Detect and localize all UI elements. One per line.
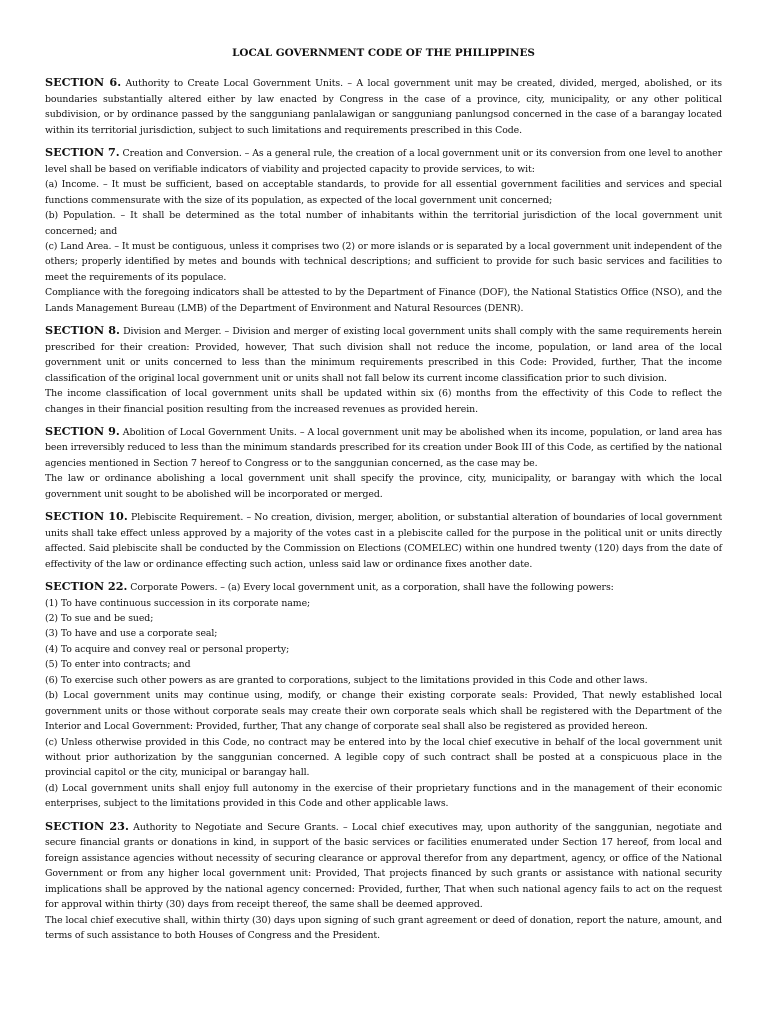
section-heading: SECTION 22. [45, 579, 128, 594]
section-paragraph [45, 323, 722, 386]
section-paragraph: (c) Unless otherwise provided in this Code, no contract may be entered into by the local chief executive in behalf of the local government unit without prior authorization by the sanggunian concerned. A legible copy of such contract shall be posted at a conspicuous place in the provincial capitol or the city, municipal or barangay hall. [45, 736, 722, 779]
section-body: Plebiscite Requirement. – No creation, division, merger, abolition, or substantial alteration of boundaries of local government units shall take effect unless approved by a majority of the votes cast in a plebiscite called for the purpose in the political unit or units directly affected. Said plebiscite shall be conducted by the Commission on Elections (COMELEC) within one hundred twenty (120) days from the date of effectivity of the law or ordinance effecting such action, unless said law or ordinance fixes another date. [45, 512, 722, 570]
list-item: (3) To have and use a corporate seal; [45, 628, 218, 640]
section-8 [45, 323, 722, 417]
section-heading: SECTION 10. [45, 509, 128, 524]
section-body: Authority to Negotiate and Secure Grants. – Local chief executives may, upon authority of the sanggunian, negotiate and secure financial grants or donations in kind, in support of the basic services or facilities enumerated under Section 17 hereof, from local and foreign assistance agencies without necessity of securing clearance or approval therefor from any department, agency, or office of the National Government or from any higher local government unit: Provided, That projects financed by such grants or assistance with national security implications shall be approved by the national agency concerned: Provided, further, That when such national agency fails to act on the request for approval within thirty (30) days from receipt thereof, the same shall be deemed approved. [45, 821, 722, 911]
section-paragraph [45, 75, 722, 138]
section-22 [45, 579, 722, 812]
section-paragraph: (d) Local government units shall enjoy full autonomy in the exercise of their proprietary functions and in the management of their economic enterprises, subject to the limitations provided in this Code and other applicable laws. [45, 782, 722, 810]
section-paragraph [45, 819, 722, 913]
list-item: (2) To sue and be sued; [45, 612, 154, 624]
section-7 [45, 145, 722, 316]
section-body: Creation and Conversion. – As a general rule, the creation of a local government unit or its conversion from one level to another level shall be based on verifiable indicators of viability and projected capacity to provide services, to wit: [45, 148, 722, 175]
section-body: Corporate Powers. – (a) Every local government unit, as a corporation, shall have the following powers: [127, 582, 614, 594]
section-paragraph: Compliance with the foregoing indicators shall be attested to by the Department of Finance (DOF), the National Statistics Office (NSO), and the Lands Management Bureau (LMB) of the Department of Environment and Natural Resources (DENR). [45, 287, 722, 314]
section-paragraph [45, 424, 722, 471]
list-item: (5) To enter into contracts; and [45, 659, 191, 671]
section-paragraph: (b) Local government units may continue using, modify, or change their existing corporate seals: Provided, That newly established local government units or those without corporate seals may create their own corporate seals which shall be registered with the Department of the Interior and Local Government: Provided, further, That any change of corporate seal shall also be registered as provided hereon. [45, 690, 722, 733]
section-heading: SECTION 6. [45, 75, 122, 90]
section-paragraph [45, 579, 722, 595]
section-heading: SECTION 7. [45, 145, 120, 160]
section-body: Division and Merger. – Division and merger of existing local government units shall comply with the same requirements herein prescribed for their creation: Provided, however, That such division shall not reduce the income, population, or land area of the local government unit or units concerned to less than the minimum requirements prescribed in this Code: Provided, further, That the income classification of the original local government unit or units shall not fall below its current income classification prior to such division. [45, 326, 722, 384]
section-23 [45, 819, 722, 944]
section-10 [45, 509, 722, 572]
section-paragraph: (c) Land Area. – It must be contiguous, unless it comprises two (2) or more islands or is separated by a local government unit independent of the others; properly identified by metes and bounds with technical descriptions; and sufficient to provide for such basic services and facilities to meet the requirements of its populace. [45, 240, 722, 283]
section-heading: SECTION 8. [45, 323, 120, 338]
list-item: (1) To have continuous succession in its corporate name; [45, 597, 311, 609]
section-body: Authority to Create Local Government Units. – A local government unit may be created, divided, merged, abolished, or its boundaries substantially altered either by law enacted by Congress in the case of a province, city, municipality, or any other political subdivision, or by ordinance passed by the sangguniang panlalawigan or sangguniang panlungsod concerned in the case of a barangay located within its territorial jurisdiction, subject to such limitations and requirements prescribed in this Code. [45, 78, 722, 136]
section-paragraph [45, 145, 722, 177]
section-heading: SECTION 9. [45, 423, 120, 438]
section-paragraph: The income classification of local government units shall be updated within six (6) months from the effectivity of this Code to reflect the changes in their financial position resulting from the increased revenues as provided herein. [45, 388, 722, 415]
document-title: LOCAL GOVERNMENT CODE OF THE PHILIPPINES [232, 47, 535, 59]
section-heading: SECTION 23. [45, 818, 129, 833]
section-paragraph: (a) Income. – It must be sufficient, based on acceptable standards, to provide for all essential government facilities and services and special functions commensurate with the size of its population, as expected of the local government unit concerned; [45, 179, 722, 206]
section-9 [45, 424, 722, 502]
section-paragraph: The local chief executive shall, within thirty (30) days upon signing of such grant agreement or deed of donation, report the nature, amount, and terms of such assistance to both Houses of Congress and the President. [45, 914, 722, 942]
list-item: (4) To acquire and convey real or personal property; [45, 643, 290, 655]
list-item: (6) To exercise such other powers as are granted to corporations, subject to the limitations provided in this Code and other laws. [45, 674, 648, 686]
section-paragraph: The law or ordinance abolishing a local government unit shall specify the province, city, municipality, or barangay with which the local government unit sought to be abolished will be incorporated or merged. [45, 473, 722, 500]
section-6 [45, 75, 722, 138]
section-body: Abolition of Local Government Units. – A local government unit may be abolished when its income, population, or land area has been irreversibly reduced to less than the minimum standards prescribed for its creation under Book III of this Code, as certified by the national agencies mentioned in Section 7 hereof to Congress or to the sanggunian concerned, as the case may be. [45, 426, 722, 469]
section-paragraph: (b) Population. – It shall be determined as the total number of inhabitants within the territorial jurisdiction of the local government unit concerned; and [45, 210, 722, 237]
section-paragraph [45, 509, 722, 572]
